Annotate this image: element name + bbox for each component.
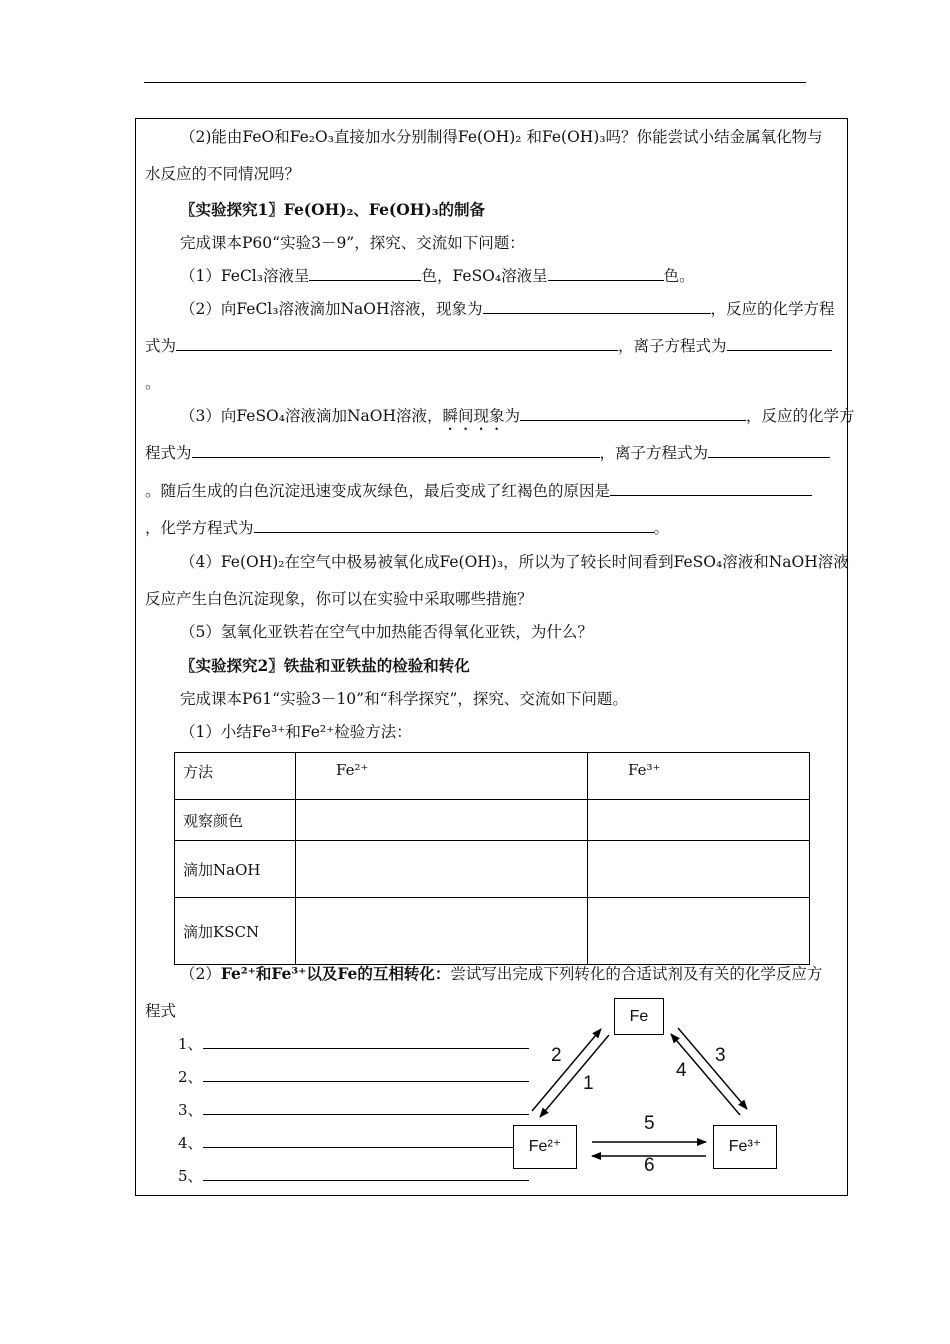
answer-label: 3、: [178, 1101, 203, 1119]
exp1-p3-f: 。随后生成的白色沉淀迅速变成灰绿色，最后变成了红褐色的原因是: [145, 482, 611, 500]
exp1-p3-e: ，离子方程式为: [599, 444, 709, 462]
table-header-fe3: Fe³⁺: [588, 753, 810, 800]
exp1-p3-dot: 瞬间现象: [442, 407, 505, 425]
table-header-method: 方法: [175, 753, 296, 800]
exp1-p2-e: 。: [145, 374, 161, 392]
exp2-p2-bold: Fe²⁺和Fe³⁺以及Fe的互相转化：: [220, 964, 451, 983]
exp1-p2-c: 式为: [145, 337, 177, 355]
arrow-label-4: 4: [676, 1060, 687, 1081]
arrow-3: [678, 1028, 747, 1109]
exp1-intro: 完成课本P60“实验3－9”，探究、交流如下问题：: [180, 234, 525, 252]
node-fe: Fe: [614, 998, 664, 1035]
exp1-p2-b: ，反应的化学方程: [710, 300, 835, 318]
exp1-p3-d: 程式为: [145, 444, 192, 462]
exp1-p2-a: （2）向FeCl₃溶液滴加NaOH溶液，现象为: [180, 300, 483, 318]
exp1-p4-line2: 反应产生白色沉淀现象，你可以在实验中采取哪些措施？: [145, 590, 533, 608]
exp1-title: 〖实验探究1〗Fe(OH)₂、Fe(OH)₃的制备: [180, 200, 486, 219]
table-row-label: 滴加KSCN: [175, 898, 296, 965]
exp1-p3-c: ，反应的化学方: [746, 407, 855, 425]
exp1-p3-b: 为: [504, 407, 521, 425]
arrow-label-3: 3: [715, 1045, 726, 1066]
exp1-p3-g: ，化学方程式为: [145, 519, 254, 537]
node-fe3: Fe³⁺: [713, 1125, 777, 1169]
exp1-p1-a: （1）FeCl₃溶液呈: [180, 267, 310, 285]
exp1-p4-line1: （4）Fe(OH)₂在空气中极易被氧化成Fe(OH)₃，所以为了较长时间看到FeSO₄溶液和NaOH溶液: [180, 553, 849, 571]
exp1-p3-h: 。: [653, 519, 670, 537]
answer-label: 2、: [178, 1068, 203, 1086]
table-row-label: 滴加NaOH: [175, 841, 296, 898]
table-row-label: 观察颜色: [175, 800, 296, 841]
arrow-label-5: 5: [644, 1113, 655, 1134]
exp2-p2-a: （2）: [180, 965, 221, 983]
arrow-label-6: 6: [644, 1155, 655, 1176]
arrow-2: [532, 1029, 601, 1111]
exp2-p1: （1）小结Fe³⁺和Fe²⁺检验方法：: [180, 723, 412, 741]
answer-label: 5、: [178, 1167, 203, 1185]
arrow-label-1: 1: [583, 1073, 594, 1094]
node-fe2: Fe²⁺: [513, 1125, 577, 1169]
exp1-p3-a: （3）向FeSO₄溶液滴加NaOH溶液，: [180, 407, 443, 425]
exp1-p5: （5）氢氧化亚铁若在空气中加热能否得氧化亚铁，为什么？: [180, 623, 593, 641]
exp2-p2-line2: 程式: [145, 1002, 177, 1020]
exp2-p2-rest: 尝试写出完成下列转化的合适试剂及有关的化学反应方: [450, 965, 823, 983]
arrow-label-2: 2: [551, 1045, 562, 1066]
exp2-title: 〖实验探究2〗铁盐和亚铁盐的检验和转化: [180, 656, 470, 675]
exp1-p1-c: 色。: [663, 267, 695, 285]
exp1-p2-d: ，离子方程式为: [618, 337, 727, 355]
answer-label: 4、: [178, 1134, 203, 1152]
q2-line1: （2)能由FeO和Fe₂O₃直接加水分别制得Fe(OH)₂ 和Fe(OH)₃吗？你能尝试小结金属氧化物与: [180, 128, 823, 146]
table-header-fe2: Fe²⁺: [296, 753, 588, 800]
answer-label: 1、: [178, 1035, 203, 1053]
exp2-intro: 完成课本P61“实验3－10”和“科学探究”，探究、交流如下问题。: [180, 690, 628, 708]
q2-line2: 水反应的不同情况吗？: [145, 165, 301, 183]
exp1-p1-b: 色，FeSO₄溶液呈: [421, 267, 548, 285]
